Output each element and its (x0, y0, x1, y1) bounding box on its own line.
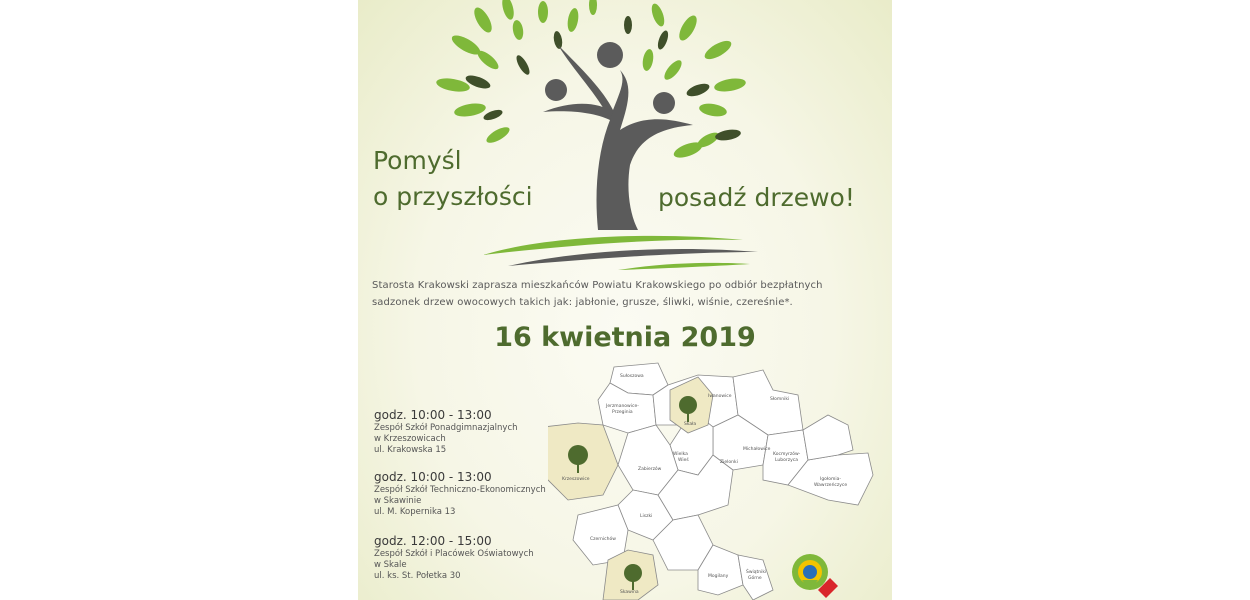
svg-text:Michałowice: Michałowice (743, 447, 771, 452)
event-date: 16 kwietnia 2019 (494, 322, 756, 353)
location-address: ul. Krakowska 15 (374, 445, 447, 455)
svg-text:Skała: Skała (684, 422, 697, 427)
svg-text:Wieś: Wieś (678, 458, 689, 463)
poster (358, 0, 892, 600)
svg-text:Luborzyca: Luborzyca (775, 458, 798, 463)
location-town: w Skawinie (374, 496, 422, 506)
location-item-2 (374, 469, 584, 518)
location-name: Zespół Szkół i Placówek Oświatowych (374, 549, 534, 559)
slogan-right: posadź drzewo! (658, 183, 855, 212)
location-town: w Krzeszowicach (374, 434, 446, 444)
svg-text:Mogilany: Mogilany (708, 574, 729, 579)
intro-line-1: Starosta Krakowski zaprasza mieszkańców Powiatu Krakowskiego po odbiór bezpłatnych (372, 280, 823, 291)
svg-text:Skawina: Skawina (620, 590, 639, 595)
intro-line-2: sadzonek drzew owocowych takich jak: jabłonie, grusze, śliwki, wiśnie, czereśnie*. (372, 297, 793, 308)
svg-text:Liszki: Liszki (640, 514, 653, 519)
svg-text:Wielka: Wielka (673, 452, 688, 457)
slogan-line-1: Pomyśl (373, 146, 462, 175)
slogan-left (373, 143, 533, 215)
svg-text:Słomniki: Słomniki (770, 397, 790, 402)
location-time: godz. 12:00 - 15:00 (374, 534, 492, 548)
svg-text:Krzeszowice: Krzeszowice (562, 477, 590, 482)
svg-text:Świątniki: Świątniki (746, 570, 767, 575)
svg-text:Czernichów: Czernichów (590, 537, 616, 542)
svg-text:Zabierzów: Zabierzów (638, 467, 662, 472)
location-time: godz. 10:00 - 13:00 (374, 470, 492, 484)
intro-text (372, 277, 882, 311)
location-address: ul. ks. St. Połetka 30 (374, 571, 461, 581)
county-emblem-icon (788, 550, 848, 600)
svg-text:Iwanowice: Iwanowice (708, 394, 732, 399)
location-address: ul. M. Kopernika 13 (374, 507, 456, 517)
svg-text:Wawrzeńczyce: Wawrzeńczyce (814, 483, 848, 488)
location-item-3 (374, 533, 584, 582)
location-item-1 (374, 407, 584, 456)
location-name: Zespół Szkół Techniczno-Ekonomicznych (374, 485, 546, 495)
location-town: w Skale (374, 560, 407, 570)
svg-text:Górne: Górne (748, 576, 762, 581)
tree-logo-icon (358, 0, 892, 280)
svg-text:Jerzmanowice-: Jerzmanowice- (606, 404, 639, 409)
svg-text:Kocmyrzów-: Kocmyrzów- (773, 452, 801, 457)
slogan-line-2: o przyszłości (373, 182, 533, 211)
location-time: godz. 10:00 - 13:00 (374, 408, 492, 422)
svg-text:Przeginia: Przeginia (612, 410, 633, 415)
location-name: Zespół Szkół Ponadgimnazjalnych (374, 423, 518, 433)
svg-text:Igołomia-: Igołomia- (820, 477, 841, 482)
svg-text:Sułoszowa: Sułoszowa (620, 374, 644, 379)
svg-text:Zielonki: Zielonki (720, 460, 738, 465)
